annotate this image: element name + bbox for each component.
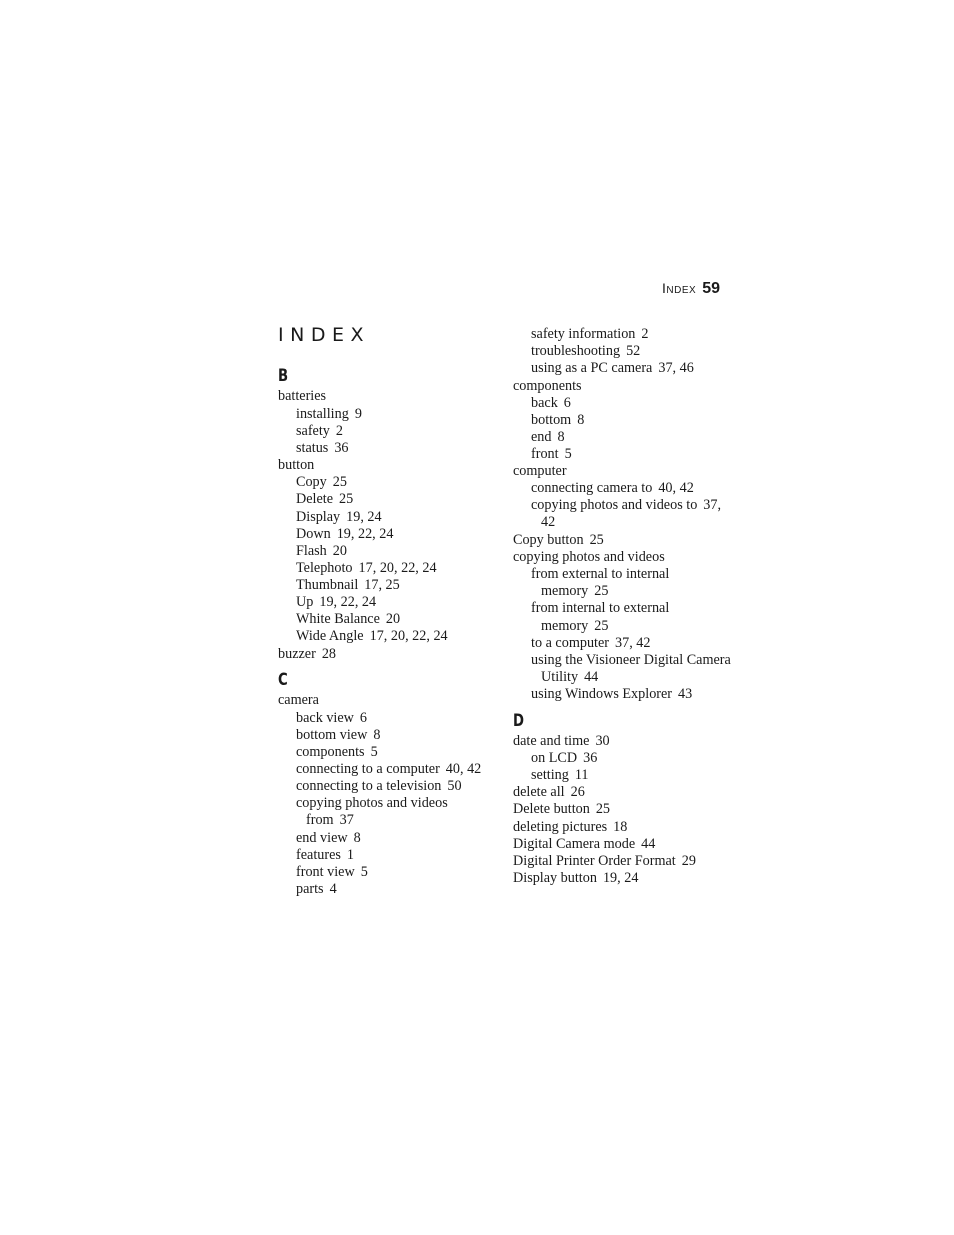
subentry-connecting-camera: connecting camera to 40, 42 bbox=[531, 480, 694, 496]
subentry-end-view: end view 8 bbox=[296, 830, 361, 846]
subentry-troubleshooting: troubleshooting 52 bbox=[531, 343, 641, 359]
section-letter-d: D bbox=[513, 711, 525, 731]
subentry-safety-information: safety information 2 bbox=[531, 326, 649, 342]
subentry-wide-angle: Wide Angle 17, 20, 22, 24 bbox=[296, 628, 448, 644]
subentry-back-view: back view 6 bbox=[296, 710, 368, 726]
subentry-front-view: front view 5 bbox=[296, 864, 368, 880]
subentry-up: Up 19, 22, 24 bbox=[296, 594, 377, 610]
subentry-display: Display 19, 24 bbox=[296, 509, 382, 525]
subentry-comp-back: back 6 bbox=[531, 395, 571, 411]
subentry-on-lcd: on LCD 36 bbox=[531, 750, 598, 766]
entry-computer: computer bbox=[513, 463, 567, 479]
section-letter-b: B bbox=[278, 366, 289, 386]
entry-digital-camera-mode: Digital Camera mode 44 bbox=[513, 836, 656, 852]
subentry-ext-to-int-memory: memory 25 bbox=[541, 583, 609, 599]
subentry-comp-end: end 8 bbox=[531, 429, 565, 445]
entry-copying: copying photos and videos bbox=[513, 549, 665, 565]
subentry-pc-camera: using as a PC camera 37, 46 bbox=[531, 360, 694, 376]
subentry-connecting-computer: connecting to a computer 40, 42 bbox=[296, 761, 482, 777]
subentry-copying-to: copying photos and videos to 37, bbox=[531, 497, 722, 513]
section-letter-c: C bbox=[278, 670, 288, 690]
subentry-windows-explorer: using Windows Explorer 43 bbox=[531, 686, 693, 702]
subentry-telephoto: Telephoto 17, 20, 22, 24 bbox=[296, 560, 437, 576]
subentry-int-to-ext-memory: memory 25 bbox=[541, 618, 609, 634]
subentry-comp-bottom: bottom 8 bbox=[531, 412, 585, 428]
subentry-parts: parts 4 bbox=[296, 881, 337, 897]
subentry-to-computer: to a computer 37, 42 bbox=[531, 635, 651, 651]
entry-date-time: date and time 30 bbox=[513, 733, 610, 749]
subentry-delete: Delete 25 bbox=[296, 491, 354, 507]
subentry-components: components 5 bbox=[296, 744, 378, 760]
page-number: 59 bbox=[702, 280, 720, 297]
subentry-ext-to-int: from external to internal bbox=[531, 566, 670, 582]
entry-batteries: batteries bbox=[278, 388, 327, 404]
subentry-int-to-ext: from internal to external bbox=[531, 600, 670, 616]
entry-copy-button: Copy button 25 bbox=[513, 532, 604, 548]
entry-delete-button: Delete button 25 bbox=[513, 801, 611, 817]
subentry-bottom-view: bottom view 8 bbox=[296, 727, 381, 743]
entry-digital-printer-order-format: Digital Printer Order Format 29 bbox=[513, 853, 696, 869]
subentry-copying-to-cont: 42 bbox=[541, 514, 556, 530]
subentry-comp-front: front 5 bbox=[531, 446, 572, 462]
subentry-installing: installing 9 bbox=[296, 406, 362, 422]
entry-delete-all: delete all 26 bbox=[513, 784, 585, 800]
subentry-copying: copying photos and videos bbox=[296, 795, 448, 811]
subentry-down: Down 19, 22, 24 bbox=[296, 526, 394, 542]
subentry-visioneer: using the Visioneer Digital Camera bbox=[531, 652, 731, 668]
subentry-copy: Copy 25 bbox=[296, 474, 347, 490]
subentry-safety: safety 2 bbox=[296, 423, 343, 439]
entry-deleting-pictures: deleting pictures 18 bbox=[513, 819, 628, 835]
entry-camera: camera bbox=[278, 692, 319, 708]
entry-components: components bbox=[513, 378, 582, 394]
entry-buzzer: buzzer 28 bbox=[278, 646, 336, 662]
subentry-status: status 36 bbox=[296, 440, 349, 456]
entry-button: button bbox=[278, 457, 315, 473]
entry-display-button: Display button 19, 24 bbox=[513, 870, 639, 886]
running-header bbox=[662, 280, 720, 298]
subentry-features: features 1 bbox=[296, 847, 354, 863]
subentry-copying-from: from 37 bbox=[306, 812, 354, 828]
subentry-setting: setting 11 bbox=[531, 767, 589, 783]
subentry-visioneer-utility: Utility 44 bbox=[541, 669, 599, 685]
subentry-thumbnail: Thumbnail 17, 25 bbox=[296, 577, 400, 593]
subentry-flash: Flash 20 bbox=[296, 543, 347, 559]
header-title: Index bbox=[662, 280, 697, 296]
subentry-white-balance: White Balance 20 bbox=[296, 611, 401, 627]
subentry-connecting-television: connecting to a television 50 bbox=[296, 778, 462, 794]
index-title: INDEX bbox=[278, 324, 370, 346]
